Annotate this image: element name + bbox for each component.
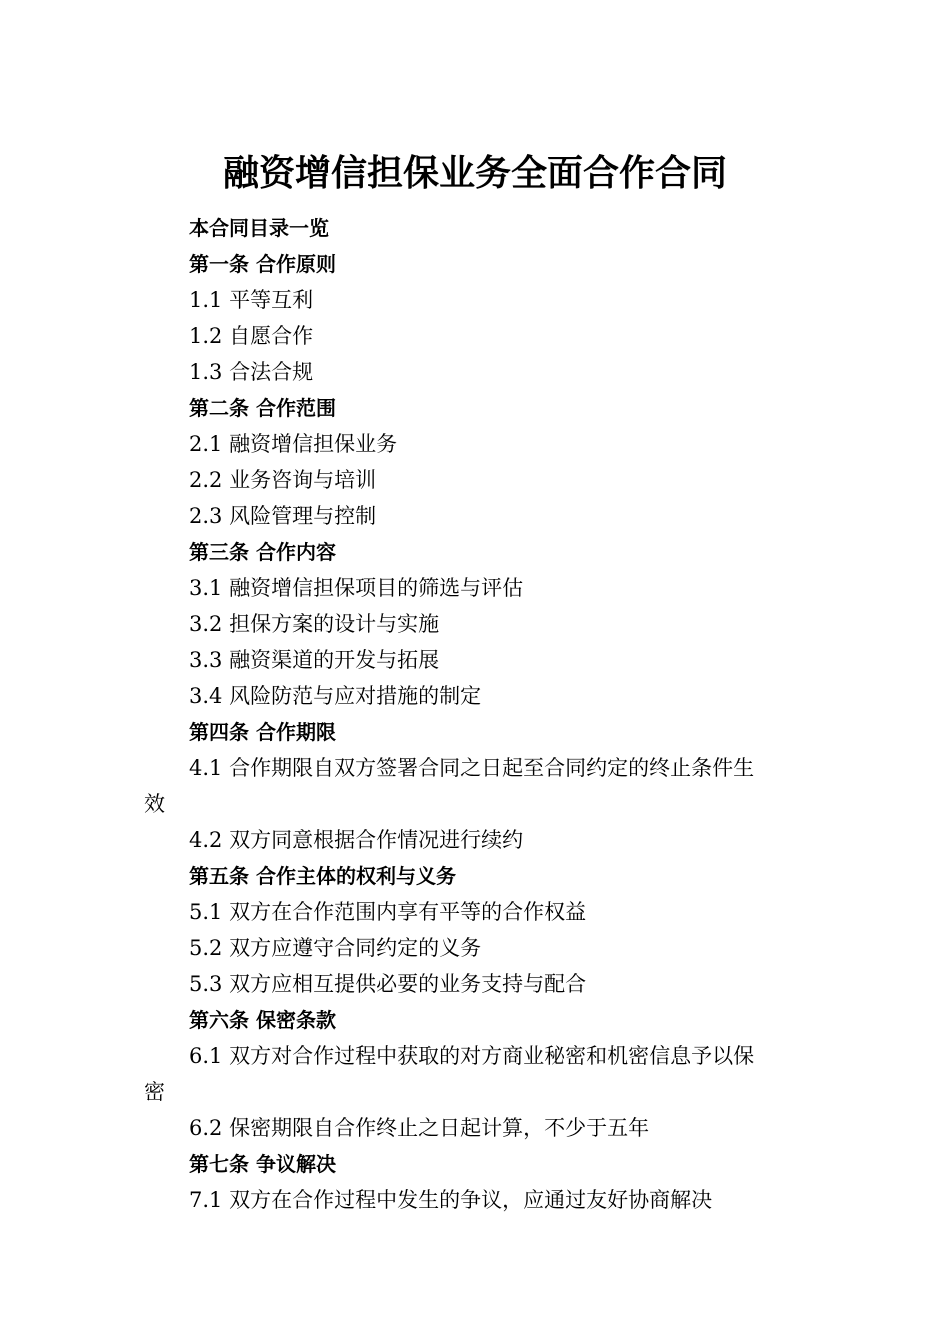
toc-item: 1.1 平等互利 <box>189 288 314 312</box>
toc-item-continuation: 密 <box>144 1080 165 1104</box>
toc-item: 5.2 双方应遵守合同约定的义务 <box>189 936 482 960</box>
toc-item: 2.3 风险管理与控制 <box>189 504 377 528</box>
document-title: 融资增信担保业务全面合作合同 <box>222 153 727 194</box>
toc-item: 4.2 双方同意根据合作情况进行续约 <box>189 828 524 852</box>
section-heading: 第二条 合作范围 <box>189 396 336 420</box>
section-heading: 第三条 合作内容 <box>189 540 336 564</box>
toc-item: 3.3 融资渠道的开发与拓展 <box>189 648 440 672</box>
section-heading: 第五条 合作主体的权利与义务 <box>189 864 456 888</box>
toc-item: 6.2 保密期限自合作终止之日起计算，不少于五年 <box>189 1116 650 1140</box>
toc-item: 5.1 双方在合作范围内享有平等的合作权益 <box>189 900 587 924</box>
section-heading: 第六条 保密条款 <box>189 1008 336 1032</box>
toc-item: 5.3 双方应相互提供必要的业务支持与配合 <box>189 972 587 996</box>
toc-item: 3.1 融资增信担保项目的筛选与评估 <box>189 576 524 600</box>
toc-item: 3.4 风险防范与应对措施的制定 <box>189 684 482 708</box>
section-heading: 第一条 合作原则 <box>189 252 336 276</box>
document-body <box>144 210 808 1218</box>
toc-item: 2.2 业务咨询与培训 <box>189 468 377 492</box>
toc-item: 6.1 双方对合作过程中获取的对方商业秘密和机密信息予以保 <box>189 1044 755 1068</box>
toc-item: 7.1 双方在合作过程中发生的争议，应通过友好协商解决 <box>189 1188 713 1212</box>
section-heading: 第四条 合作期限 <box>189 720 336 744</box>
toc-item: 1.2 自愿合作 <box>189 324 314 348</box>
toc-heading: 本合同目录一览 <box>189 216 329 240</box>
section-heading: 第七条 争议解决 <box>189 1152 336 1176</box>
toc-item: 1.3 合法合规 <box>189 360 314 384</box>
toc-item: 3.2 担保方案的设计与实施 <box>189 612 440 636</box>
toc-item: 4.1 合作期限自双方签署合同之日起至合同约定的终止条件生 <box>189 756 755 780</box>
toc-item: 2.1 融资增信担保业务 <box>189 432 398 456</box>
toc-item-continuation: 效 <box>144 792 165 816</box>
